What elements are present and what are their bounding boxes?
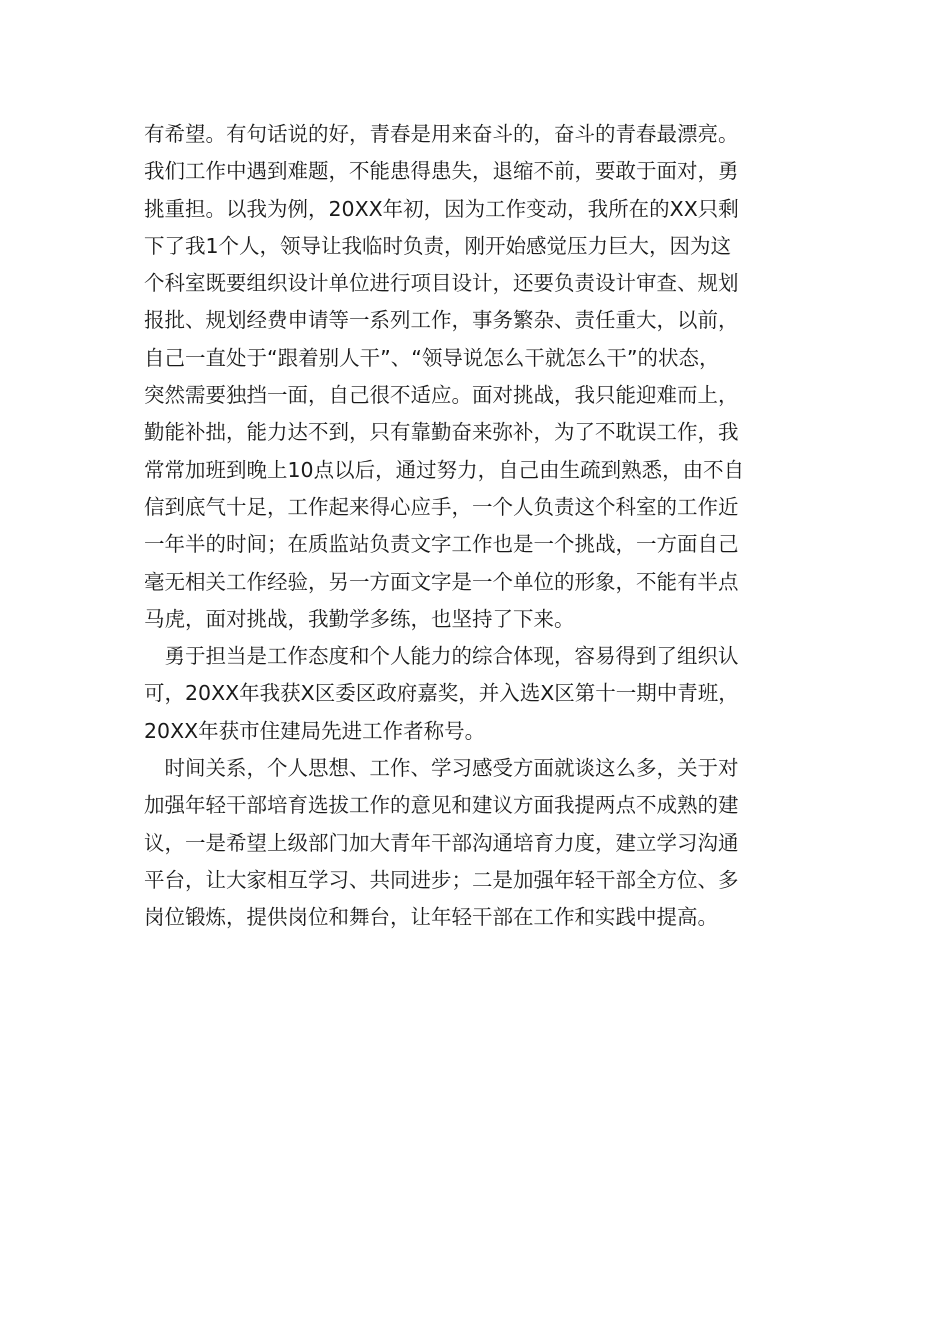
text-line: 平台，让大家相互学习、共同进步；二是加强年轻干部全方位、多 — [144, 867, 739, 892]
text-line: 时间关系，个人思想、工作、学习感受方面就谈这么多，关于对 — [144, 756, 739, 781]
text-line: 可，20XX年我获X区委区政府嘉奖，并入选X区第十一期中青班， — [144, 681, 739, 706]
text-line: 加强年轻干部培育选拔工作的意见和建议方面我提两点不成熟的建 — [144, 793, 739, 818]
text-line: 20XX年获市住建局先进工作者称号。 — [144, 718, 486, 743]
document-body — [144, 116, 834, 937]
text-line: 下了我1个人，领导让我临时负责，刚开始感觉压力巨大，因为这 — [144, 233, 732, 258]
text-line: 我们工作中遇到难题，不能患得患失，退缩不前，要敢于面对，勇 — [144, 159, 739, 184]
text-line: 议，一是希望上级部门加大青年干部沟通培育力度，建立学习沟通 — [144, 830, 739, 855]
paragraph-1 — [144, 116, 834, 638]
text-line: 毫无相关工作经验，另一方面文字是一个单位的形象，不能有半点 — [144, 569, 739, 594]
text-line: 挑重担。以我为例，20XX年初，因为工作变动，我所在的XX只剩 — [144, 196, 739, 221]
text-line: 马虎，面对挑战，我勤学多练，也坚持了下来。 — [144, 606, 575, 631]
paragraph-2 — [144, 638, 834, 750]
text-line: 突然需要独挡一面，自己很不适应。面对挑战，我只能迎难而上， — [144, 383, 739, 408]
text-line: 一年半的时间；在质监站负责文字工作也是一个挑战，一方面自己 — [144, 532, 739, 557]
text-line: 信到底气十足，工作起来得心应手，一个人负责这个科室的工作近 — [144, 494, 739, 519]
text-line: 常常加班到晚上10点以后，通过努力，自己由生疏到熟悉，由不自 — [144, 457, 745, 482]
text-line: 勤能补拙，能力达不到，只有靠勤奋来弥补，为了不耽误工作，我 — [144, 420, 739, 445]
text-line: 个科室既要组织设计单位进行项目设计，还要负责设计审查、规划 — [144, 271, 739, 296]
paragraph-3 — [144, 750, 834, 936]
text-line: 报批、规划经费申请等一系列工作，事务繁杂、责任重大，以前， — [144, 308, 739, 333]
text-line: 岗位锻炼，提供岗位和舞台，让年轻干部在工作和实践中提高。 — [144, 905, 718, 930]
text-line: 自己一直处于“跟着别人干”、“领导说怎么干就怎么干”的状态， — [144, 345, 720, 370]
text-line: 勇于担当是工作态度和个人能力的综合体现，容易得到了组织认 — [144, 644, 739, 669]
text-line: 有希望。有句话说的好，青春是用来奋斗的，奋斗的青春最漂亮。 — [144, 122, 739, 146]
